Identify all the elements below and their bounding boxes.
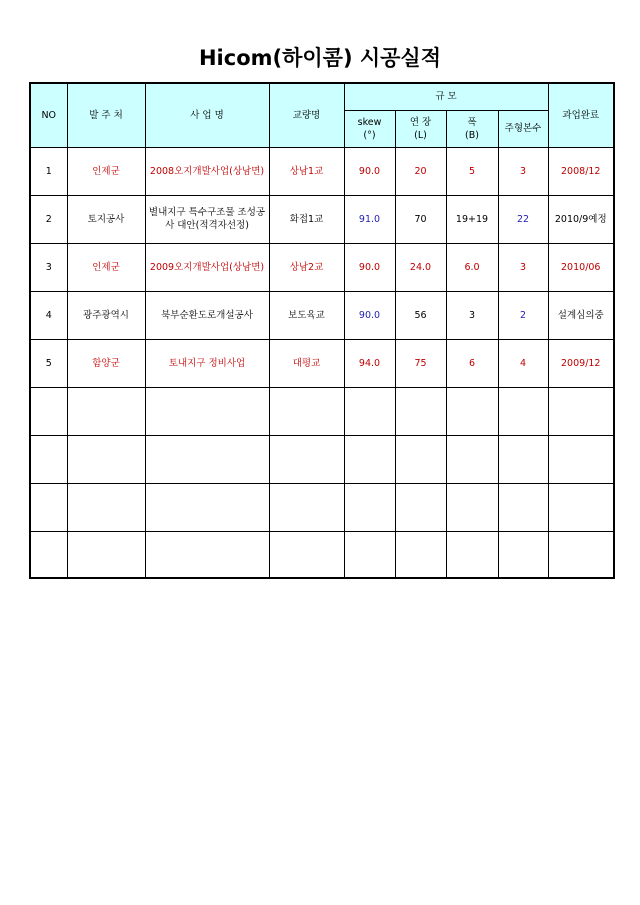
empty-cell [269,531,344,578]
table-row-empty [30,483,614,531]
empty-cell [30,435,67,483]
table-row-empty [30,531,614,578]
empty-cell [344,387,395,435]
cell-girders: 2 [498,291,548,339]
cell-width: 6.0 [446,243,498,291]
table-row [30,195,614,243]
empty-cell [269,387,344,435]
empty-cell [67,483,145,531]
header-skew-unit: (°) [363,129,376,141]
empty-cell [548,483,614,531]
empty-cell [498,483,548,531]
cell-skew: 90.0 [344,243,395,291]
cell-client: 광주광역시 [67,291,145,339]
cell-length: 75 [395,339,446,387]
empty-cell [548,435,614,483]
empty-cell [446,435,498,483]
empty-cell [269,435,344,483]
header-project: 사 업 명 [145,83,269,147]
cell-skew: 91.0 [344,195,395,243]
cell-project: 2008오지개발사업(상남면) [145,147,269,195]
header-skew [344,110,395,147]
cell-project: 북부순환도로개설공사 [145,291,269,339]
header-client: 발 주 처 [67,83,145,147]
header-scale: 규 모 [344,83,548,110]
empty-cell [548,531,614,578]
table-row [30,243,614,291]
cell-no: 1 [30,147,67,195]
empty-cell [446,387,498,435]
cell-completion: 2010/06 [548,243,614,291]
cell-width: 19+19 [446,195,498,243]
header-girders: 주형본수 [498,110,548,147]
cell-no: 4 [30,291,67,339]
cell-girders: 4 [498,339,548,387]
empty-cell [395,531,446,578]
table-row [30,339,614,387]
header-length-unit: (L) [414,129,427,141]
cell-completion: 2010/9예정 [548,195,614,243]
cell-no: 5 [30,339,67,387]
cell-client: 함양군 [67,339,145,387]
cell-skew: 90.0 [344,147,395,195]
empty-cell [67,387,145,435]
cell-length: 56 [395,291,446,339]
cell-girders: 3 [498,243,548,291]
cell-bridge: 대평교 [269,339,344,387]
cell-girders: 3 [498,147,548,195]
cell-completion: 2009/12 [548,339,614,387]
cell-bridge: 상남2교 [269,243,344,291]
empty-cell [446,483,498,531]
cell-bridge: 보도육교 [269,291,344,339]
empty-cell [498,387,548,435]
construction-record-table [29,82,615,579]
header-completion: 과업완료 [548,83,614,147]
cell-girders: 22 [498,195,548,243]
cell-completion: 설계심의중 [548,291,614,339]
empty-cell [395,435,446,483]
empty-cell [67,435,145,483]
cell-width: 5 [446,147,498,195]
header-skew-label: skew [357,116,382,128]
cell-project: 별내지구 특수구조물 조성공사 대안(적격자선정) [145,195,269,243]
cell-width: 3 [446,291,498,339]
empty-cell [344,531,395,578]
cell-project: 2009오지개발사업(상남면) [145,243,269,291]
cell-client: 인제군 [67,243,145,291]
empty-cell [498,531,548,578]
empty-cell [67,531,145,578]
page-title: Hicom(하이콤) 시공실적 [198,46,442,70]
cell-bridge: 화접1교 [269,195,344,243]
empty-cell [145,531,269,578]
cell-no: 2 [30,195,67,243]
header-bridge: 교량명 [269,83,344,147]
cell-skew: 94.0 [344,339,395,387]
empty-cell [344,435,395,483]
cell-project: 토내지구 정비사업 [145,339,269,387]
cell-bridge: 상남1교 [269,147,344,195]
cell-width: 6 [446,339,498,387]
empty-cell [395,483,446,531]
table-row-empty [30,435,614,483]
header-length [395,110,446,147]
empty-cell [145,483,269,531]
cell-completion: 2008/12 [548,147,614,195]
table-row [30,147,614,195]
table-row [30,291,614,339]
header-width-unit: (B) [465,129,479,141]
empty-cell [446,531,498,578]
empty-cell [269,483,344,531]
cell-length: 24.0 [395,243,446,291]
empty-cell [498,435,548,483]
cell-client: 토지공사 [67,195,145,243]
header-width [446,110,498,147]
empty-cell [145,435,269,483]
empty-cell [30,387,67,435]
header-width-label: 폭 [467,116,477,128]
cell-length: 20 [395,147,446,195]
empty-cell [30,483,67,531]
empty-cell [30,531,67,578]
empty-cell [344,483,395,531]
cell-no: 3 [30,243,67,291]
header-length-label: 연 장 [409,116,432,128]
cell-length: 70 [395,195,446,243]
table-row-empty [30,387,614,435]
cell-skew: 90.0 [344,291,395,339]
header-no: NO [30,83,67,147]
empty-cell [548,387,614,435]
empty-cell [145,387,269,435]
cell-client: 인제군 [67,147,145,195]
empty-cell [395,387,446,435]
